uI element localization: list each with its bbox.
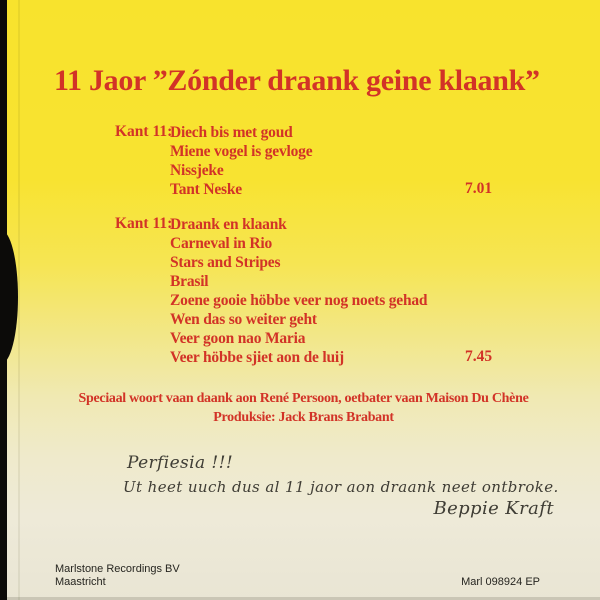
credit-production-line: Produksie: Jack Brans Brabant xyxy=(213,410,394,425)
track-title: Miene vogel is gevloge xyxy=(170,143,313,160)
handwritten-message: Ut heet uuch dus al 11 jaor aon draank neet ontbroke. xyxy=(123,478,559,496)
track-title: Nissjeke xyxy=(170,162,224,179)
track-title: Brasil xyxy=(170,273,209,290)
track-title: Tant Neske xyxy=(170,181,242,198)
side-b-track-list xyxy=(170,215,427,367)
track-title: Stars and Stripes xyxy=(170,254,281,271)
track-title: Zoene gooie höbbe veer nog noets gehad xyxy=(170,292,428,309)
album-title: 11 Jaor ”Zónder draank geine klaank” xyxy=(54,64,540,97)
track-title: Veer goon nao Maria xyxy=(170,330,306,347)
track-title: Draank en klaank xyxy=(170,216,287,233)
track-title: Carneval in Rio xyxy=(170,235,273,252)
catalog-number: Marl 098924 EP xyxy=(461,576,540,588)
sleeve-edge-crease xyxy=(18,0,20,600)
track-title: Veer höbbe sjiet aon de luij xyxy=(170,349,344,366)
side-b-label: Kant 11: xyxy=(115,215,173,232)
side-a-label: Kant 11: xyxy=(115,123,173,140)
side-b-duration: 7.45 xyxy=(465,348,493,365)
record-label-address xyxy=(55,563,180,588)
track-title: Wen das so weiter geht xyxy=(170,311,317,328)
credits-block xyxy=(7,389,600,427)
side-a-track-list xyxy=(170,123,312,199)
side-a-duration: 7.01 xyxy=(465,180,493,197)
handwritten-exclamation: Perfiesia !!! xyxy=(127,453,234,473)
track-title: Diech bis met goud xyxy=(170,124,293,141)
credit-thanks-line: Speciaal woort vaan daank aon René Persoon, oetbater vaan Maison Du Chène xyxy=(78,391,529,406)
record-label-city: Maastricht xyxy=(55,575,106,588)
record-label-name: Marlstone Recordings BV xyxy=(55,563,180,575)
artist-signature: Beppie Kraft xyxy=(433,498,554,519)
